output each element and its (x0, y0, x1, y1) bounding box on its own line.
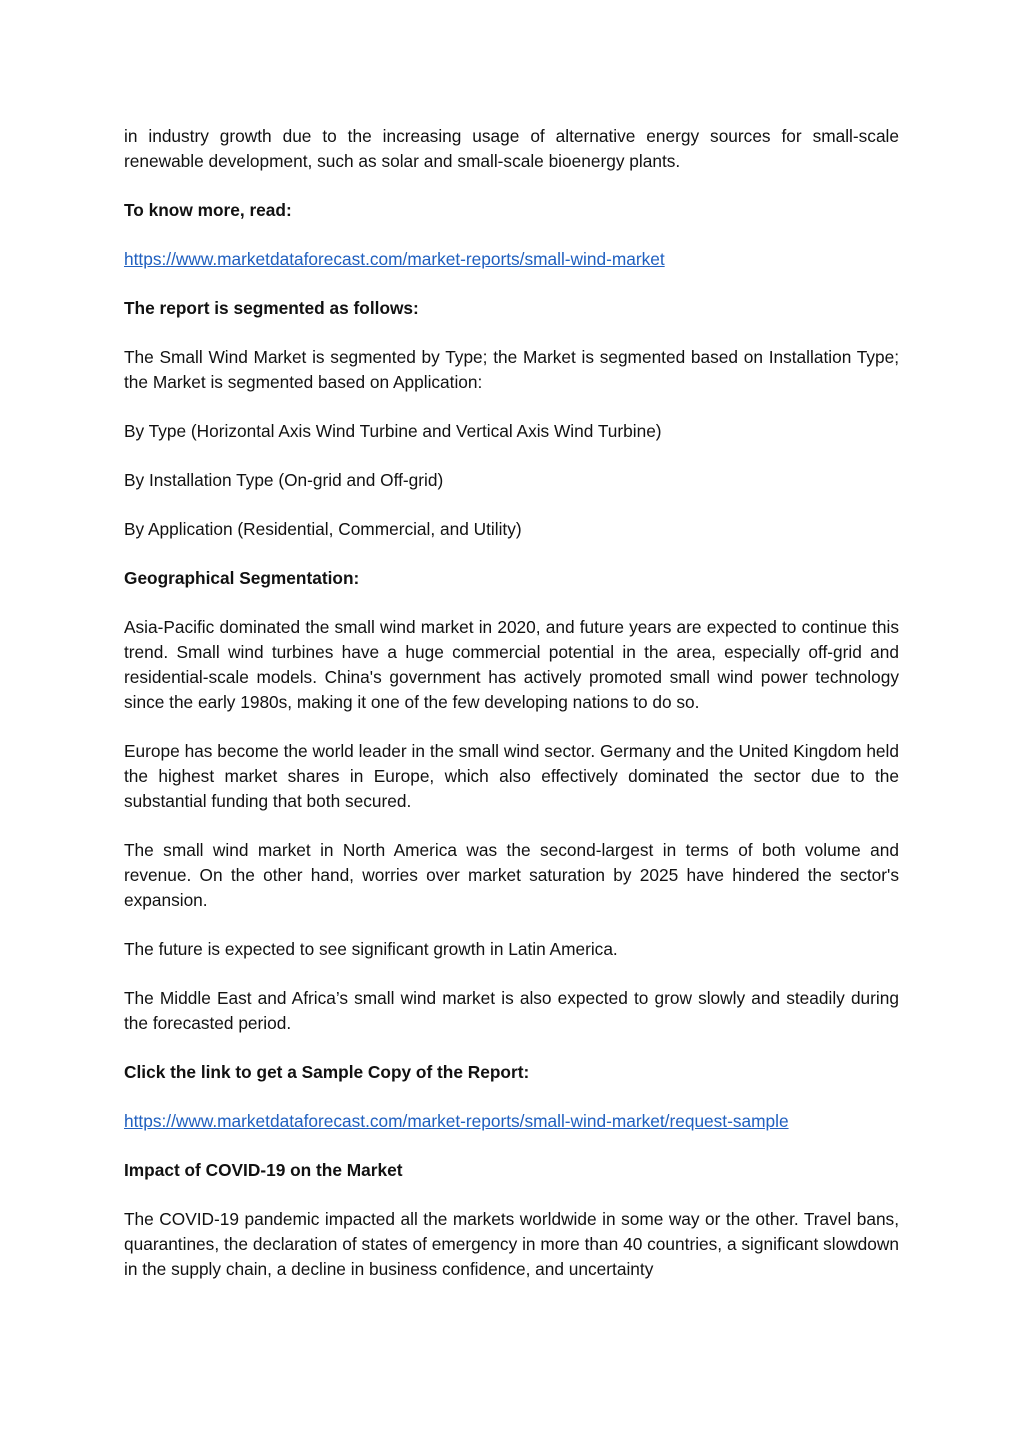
report-link-paragraph (124, 247, 899, 272)
latam-paragraph: The future is expected to see significant growth in Latin America. (124, 939, 618, 959)
apac-paragraph: Asia-Pacific dominated the small wind market in 2020, and future years are expected to continue this trend. Small wind turbines have a huge commercial potential in the area, especially off-grid and residential-scale models. China's government has actively promoted small wind power technology since the early 1980s, making it one of the few developing nations to do so. (124, 617, 899, 712)
intro-paragraph: in industry growth due to the increasing usage of alternative energy sources for small-scale renewable development, such as solar and small-scale bioenergy plants. (124, 126, 899, 171)
know-more-heading: To know more, read: (124, 200, 292, 220)
covid-heading: Impact of COVID-19 on the Market (124, 1160, 403, 1180)
by-type-paragraph: By Type (Horizontal Axis Wind Turbine and Vertical Axis Wind Turbine) (124, 421, 662, 441)
north-america-paragraph: The small wind market in North America was the second-largest in terms of both volume and revenue. On the other hand, worries over market saturation by 2025 have hindered the sector's expansion. (124, 840, 899, 910)
segmented-heading: The report is segmented as follows: (124, 298, 419, 318)
geo-heading: Geographical Segmentation: (124, 568, 360, 588)
segmented-paragraph: The Small Wind Market is segmented by Type; the Market is segmented based on Installation Type; the Market is segmented based on Application: (124, 347, 899, 392)
europe-paragraph: Europe has become the world leader in the small wind sector. Germany and the United Kingdom held the highest market shares in Europe, which also effectively dominated the sector due to the substantial funding that both secured. (124, 741, 899, 811)
sample-heading: Click the link to get a Sample Copy of the Report: (124, 1062, 530, 1082)
document-page (124, 124, 899, 1306)
by-installation-paragraph: By Installation Type (On-grid and Off-grid) (124, 470, 444, 490)
sample-link-paragraph (124, 1109, 899, 1134)
by-application-paragraph: By Application (Residential, Commercial, and Utility) (124, 519, 522, 539)
sample-link[interactable]: https://www.marketdataforecast.com/market-reports/small-wind-market/request-sample (124, 1111, 789, 1131)
covid-paragraph: The COVID-19 pandemic impacted all the markets worldwide in some way or the other. Travel bans, quarantines, the declaration of states of emergency in more than 40 countries, a significant slowdown in the supply chain, a decline in business confidence, and uncertainty (124, 1209, 899, 1279)
report-link[interactable]: https://www.marketdataforecast.com/market-reports/small-wind-market (124, 249, 665, 269)
mea-paragraph: The Middle East and Africa’s small wind market is also expected to grow slowly and steadily during the forecasted period. (124, 988, 899, 1033)
